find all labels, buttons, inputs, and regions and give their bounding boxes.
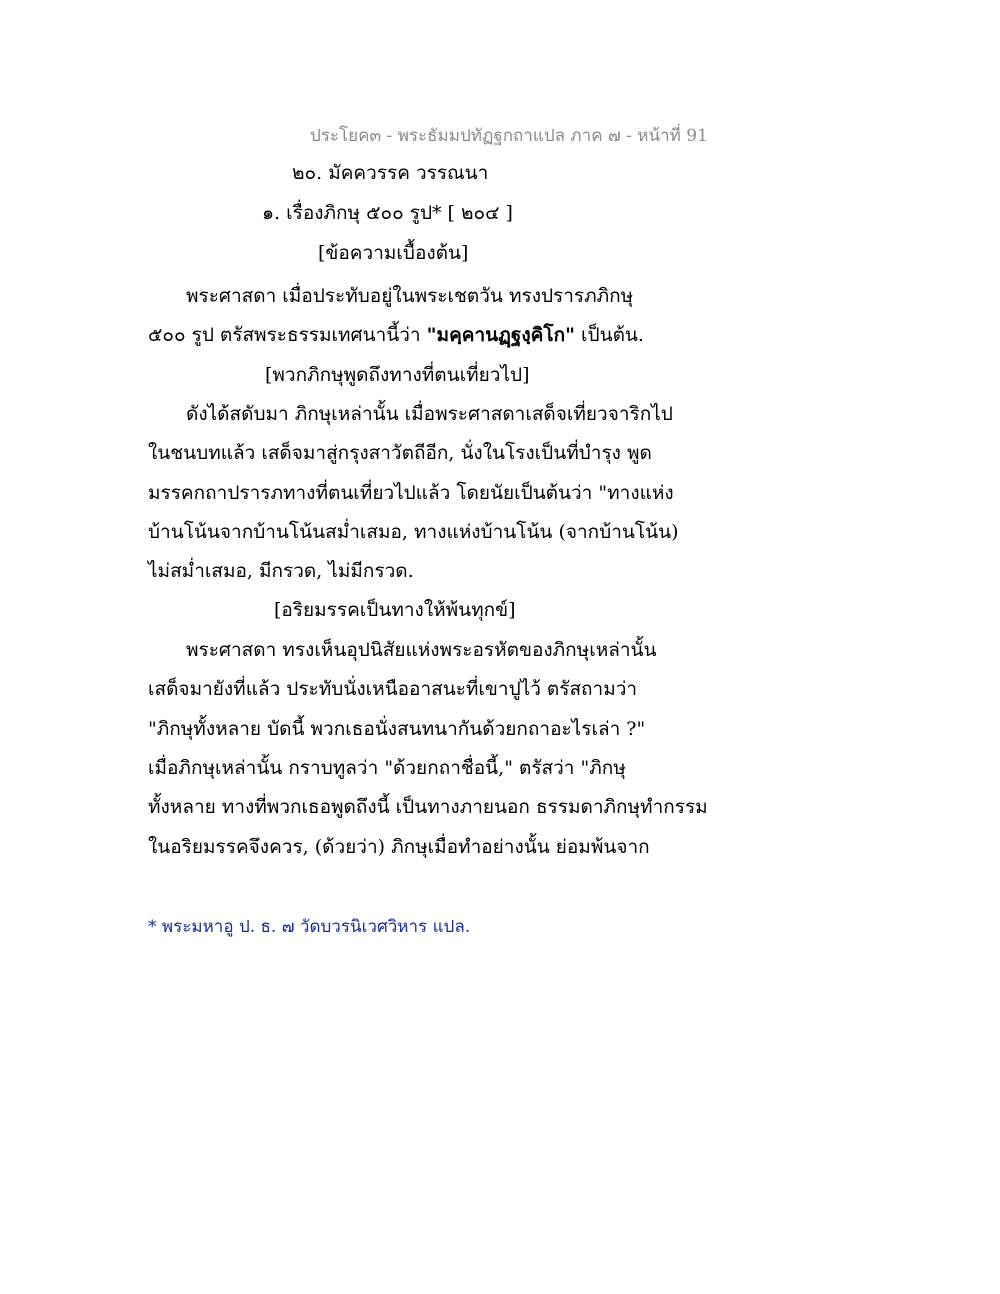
paragraph-3-line-5: ทั้งหลาย ทางที่พวกเธอพูดถึงนี้ เป็นทางภายนอก ธรรมดาภิกษุทำกรรม xyxy=(148,796,708,818)
subheading-opening: [ข้อความเบื้องต้น] xyxy=(318,242,469,264)
paragraph-3-line-3: "ภิกษุทั้งหลาย บัดนี้ พวกเธอนั่งสนทนากันด้วยกถาอะไรเล่า ?" xyxy=(148,718,646,740)
paragraph-2-line-5: ไม่สม่ำเสมอ, มีกรวด, ไม่มีกรวด. xyxy=(148,560,414,582)
paragraph-2-line-2: ในชนบทแล้ว เสด็จมาสู่กรุงสาวัตถีอีก, นั่งในโรงเป็นที่บำรุง พูด xyxy=(148,442,652,464)
story-title: ๑. เรื่องภิกษุ ๕๐๐ รูป* [ ๒๐๔ ] xyxy=(262,202,513,224)
paragraph-1-line-2-end: เป็นต้น. xyxy=(574,324,644,346)
subheading-monks-talk: [พวกภิกษุพูดถึงทางที่ตนเที่ยวไป] xyxy=(265,364,530,386)
footnote: * พระมหาอู ป. ธ. ๗ วัดบวรนิเวศวิหาร แปล. xyxy=(148,917,471,937)
paragraph-3-line-2: เสด็จมายังที่แล้ว ประทับนั่งเหนืออาสนะที่เขาปูไว้ ตรัสถามว่า xyxy=(148,678,638,700)
paragraph-2-line-1: ดังได้สดับมา ภิกษุเหล่านั้น เมื่อพระศาสดาเสด็จเที่ยวจาริกไป xyxy=(186,403,673,425)
pali-quote-bold: "มคฺคานฏฺฐงฺคิโก" xyxy=(426,324,575,346)
chapter-title: ๒๐. มัคควรรค วรรณนา xyxy=(292,162,489,184)
paragraph-3-line-6: ในอริยมรรคจึงควร, (ด้วยว่า) ภิกษุเมื่อทำอย่างนั้น ย่อมพ้นจาก xyxy=(148,836,650,858)
paragraph-2-line-4: บ้านโน้นจากบ้านโน้นสม่ำเสมอ, ทางแห่งบ้านโน้น (จากบ้านโน้น) xyxy=(148,521,679,543)
paragraph-1-line-2-start: ๕๐๐ รูป ตรัสพระธรรมเทศนานี้ว่า xyxy=(148,324,427,346)
paragraph-3-line-4: เมื่อภิกษุเหล่านั้น กราบทูลว่า "ด้วยกถาชื่อนี้," ตรัสว่า "ภิกษุ xyxy=(148,757,626,779)
paragraph-1-line-2 xyxy=(148,322,644,348)
subheading-noble-path: [อริยมรรคเป็นทางให้พ้นทุกข์] xyxy=(274,599,516,621)
paragraph-1-line-1: พระศาสดา เมื่อประทับอยู่ในพระเชตวัน ทรงปรารภภิกษุ xyxy=(186,285,634,307)
paragraph-3-line-1: พระศาสดา ทรงเห็นอุปนิสัยแห่งพระอรหัตของภิกษุเหล่านั้น xyxy=(186,639,657,661)
paragraph-2-line-3: มรรคกถาปรารภทางที่ตนเที่ยวไปแล้ว โดยนัยเป็นต้นว่า "ทางแห่ง xyxy=(148,482,674,504)
running-header: ประโยค๓ - พระธัมมปทัฏฐกถาแปล ภาค ๗ - หน้าที่ 91 xyxy=(310,126,708,146)
